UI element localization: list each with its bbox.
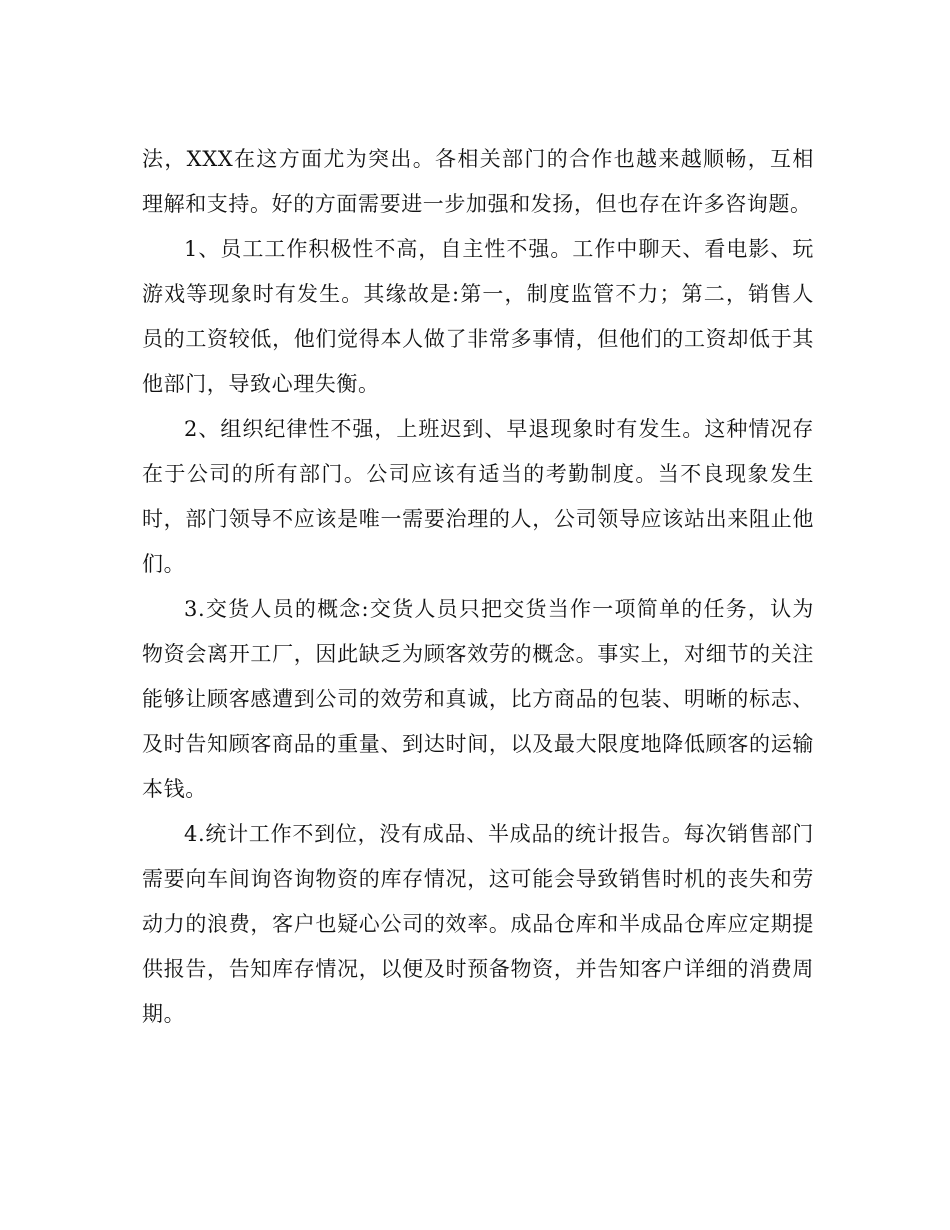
paragraph-item-1: 1、员工工作积极性不高，自主性不强。工作中聊天、看电影、玩游戏等现象时有发生。其缘故是:第一，制度监管不力；第二，销售人员的工资较低，他们觉得本人做了非常多事情，但他们的工资却低于其他部门，导致心理失衡。 bbox=[142, 237, 814, 396]
paragraph-item-2: 2、组织纪律性不强，上班迟到、早退现象时有发生。这种情况存在于公司的所有部门。公司应该有适当的考勤制度。当不良现象发生时，部门领导不应该是唯一需要治理的人，公司领导应该站出来阻止他们。 bbox=[142, 417, 814, 576]
paragraph-continuation: 法，XXX在这方面尤为突出。各相关部门的合作也越来越顺畅，互相理解和支持。好的方面需要进一步加强和发扬，但也存在许多咨询题。 bbox=[142, 147, 814, 216]
paragraph-item-4: 4.统计工作不到位，没有成品、半成品的统计报告。每次销售部门需要向车间询咨询物资的库存情况，这可能会导致销售时机的丧失和劳动力的浪费，客户也疑心公司的效率。成品仓库和半成品仓库应定期提供报告，告知库存情况，以便及时预备物资，并告知客户详细的消费周期。 bbox=[142, 822, 814, 1026]
document-body bbox=[142, 137, 814, 1037]
paragraph-item-3: 3.交货人员的概念:交货人员只把交货当作一项简单的任务，认为物资会离开工厂，因此缺乏为顾客效劳的概念。事实上，对细节的关注能够让顾客感遭到公司的效劳和真诚，比方商品的包装、明晰的标志、及时告知顾客商品的重量、到达时间，以及最大限度地降低顾客的运输本钱。 bbox=[142, 597, 814, 801]
